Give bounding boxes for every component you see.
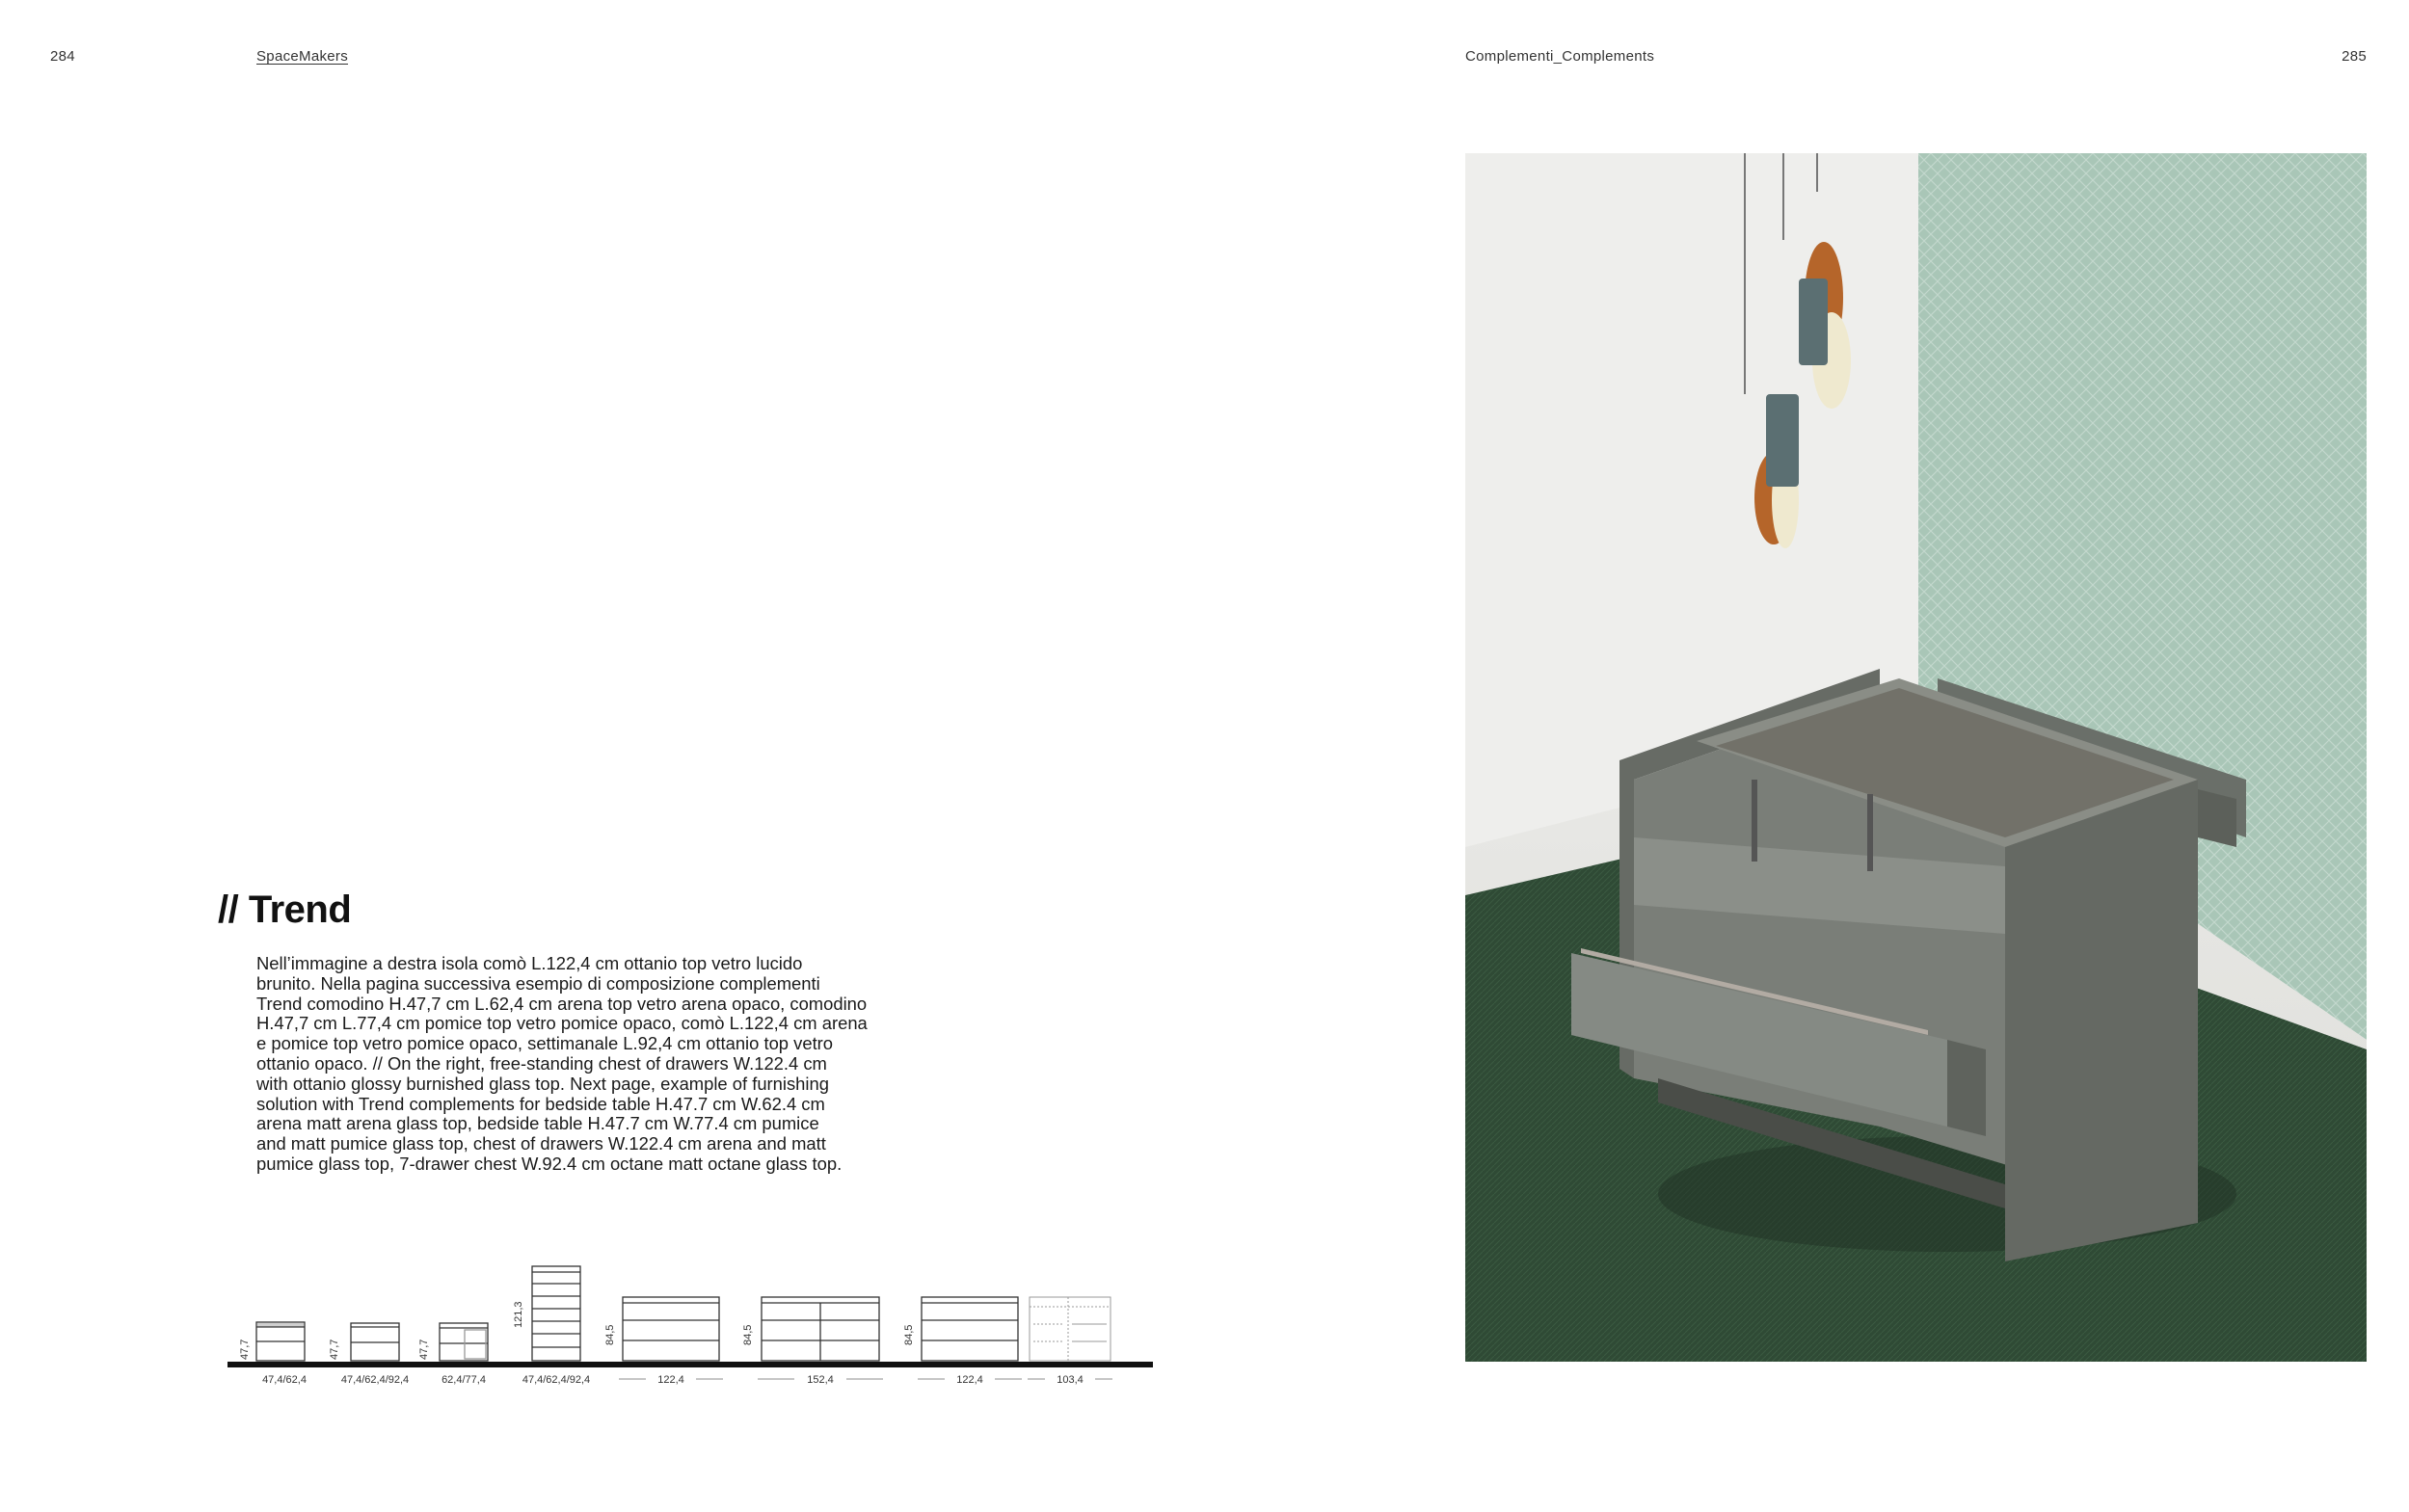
body-line: H.47,7 cm L.77,4 cm pomice top vetro pomice opaco, comò L.122,4 cm arena bbox=[256, 1013, 868, 1034]
height-label: 47,7 bbox=[329, 1339, 340, 1360]
width-label: 152,4 bbox=[807, 1374, 834, 1386]
drawing-chest-122-b bbox=[922, 1297, 1018, 1361]
width-label: 103,4 bbox=[1057, 1374, 1084, 1386]
width-label: 122,4 bbox=[657, 1374, 684, 1386]
body-line: Nell’immagine a destra isola comò L.122,4 cm ottanio top vetro lucido bbox=[256, 953, 803, 973]
drawing-bedside-2 bbox=[351, 1323, 399, 1361]
drawing-bedside-1 bbox=[256, 1322, 305, 1361]
drawing-top-view bbox=[1030, 1297, 1111, 1361]
body-line: arena matt arena glass top, bedside table H.47.7 cm W.77.4 cm pumice bbox=[256, 1113, 819, 1134]
article-title: // Trend bbox=[218, 889, 352, 931]
width-label: 62,4/77,4 bbox=[442, 1374, 486, 1386]
drawing-tall-chest bbox=[532, 1266, 580, 1361]
width-label: 47,4/62,4/92,4 bbox=[522, 1374, 591, 1386]
height-label: 84,5 bbox=[742, 1324, 754, 1345]
height-label: 84,5 bbox=[604, 1324, 616, 1345]
article-body bbox=[256, 954, 893, 1175]
technical-drawings bbox=[222, 1251, 1157, 1395]
body-line: solution with Trend complements for bedside table H.47.7 cm W.62.4 cm bbox=[256, 1093, 825, 1114]
body-line: e pomice top vetro pomice opaco, settimanale L.92,4 cm ottanio top vetro bbox=[256, 1033, 834, 1054]
drawing-bedside-3 bbox=[440, 1323, 488, 1361]
width-label: 122,4 bbox=[956, 1374, 983, 1386]
page-number-right: 285 bbox=[2342, 48, 2367, 65]
height-label: 47,7 bbox=[418, 1339, 430, 1360]
height-label: 121,3 bbox=[513, 1301, 524, 1328]
drawing-chest-152 bbox=[762, 1297, 879, 1361]
page-number-left: 284 bbox=[50, 48, 75, 65]
drawing-chest-122 bbox=[623, 1297, 719, 1361]
product-photo bbox=[1465, 153, 2367, 1362]
body-line: pumice glass top, 7-drawer chest W.92.4 cm octane matt octane glass top. bbox=[256, 1153, 843, 1174]
body-line: brunito. Nella pagina successiva esempio di composizione complementi bbox=[256, 972, 820, 994]
section-title: Complementi_Complements bbox=[1465, 48, 1655, 65]
body-line: ottanio opaco. // On the right, free-standing chest of drawers W.122.4 cm bbox=[256, 1052, 827, 1074]
height-label: 47,7 bbox=[239, 1339, 251, 1360]
body-line: Trend comodino H.47,7 cm L.62,4 cm arena top vetro arena opaco, comodino bbox=[256, 993, 868, 1014]
body-line: and matt pumice glass top, chest of drawers W.122.4 cm arena and matt bbox=[256, 1133, 826, 1154]
body-line: with ottanio glossy burnished glass top. Next page, example of furnishing bbox=[256, 1073, 829, 1094]
brand-link[interactable]: SpaceMakers bbox=[256, 48, 349, 65]
height-label: 84,5 bbox=[903, 1324, 915, 1345]
width-label: 47,4/62,4 bbox=[262, 1374, 307, 1386]
width-label: 47,4/62,4/92,4 bbox=[340, 1374, 410, 1386]
